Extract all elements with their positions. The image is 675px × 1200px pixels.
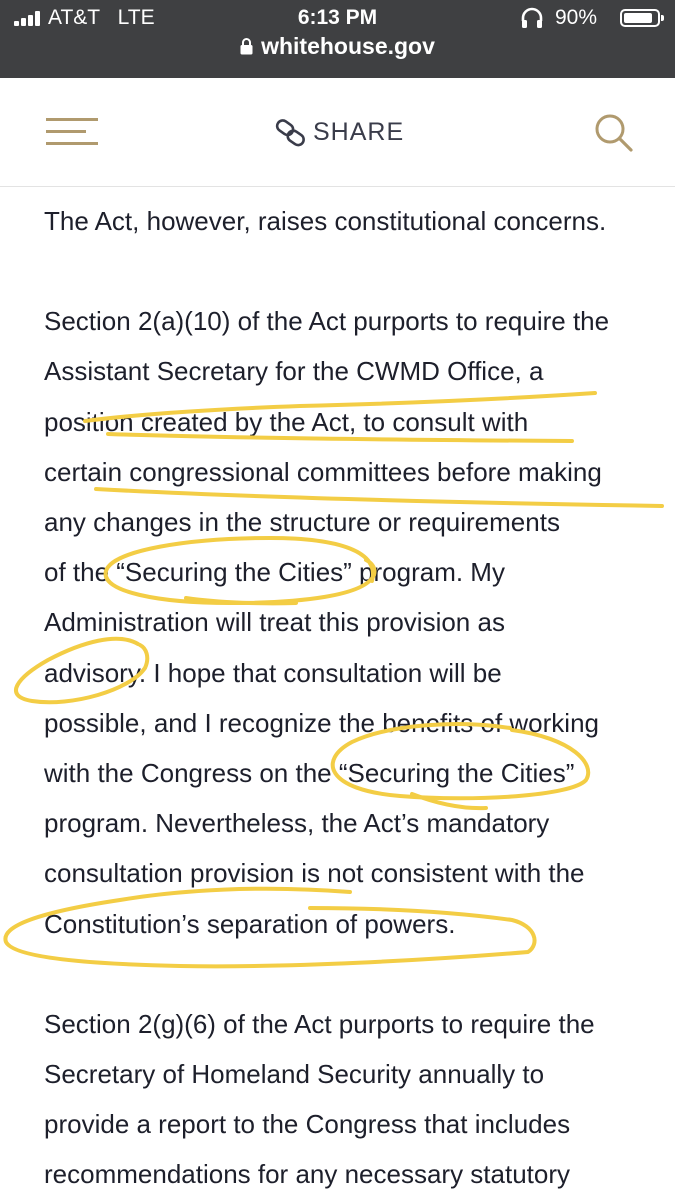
battery-percentage: 90% [555,6,598,29]
text-line: Section 2(g)(6) of the Act purports to require the [44,1008,595,1039]
text-line: with the Congress on the “Securing the Cities” [44,758,575,789]
text-line: Assistant Secretary for the CWMD Office, a [44,356,544,387]
text-line: The Act, however, raises constitutional concerns. [44,206,607,236]
paragraph-section-2g6 [44,999,644,1200]
paragraph-section-2a10 [44,296,644,949]
share-button[interactable] [275,114,404,150]
status-time: 6:13 PM [297,6,378,29]
text-line: recommendations for any necessary statutory [44,1159,571,1190]
battery-level-fill [624,13,652,23]
text-line: certain congressional committees before making [44,456,602,487]
headphones-icon [520,7,544,29]
network-type: LTE [117,6,155,29]
link-icon [275,119,307,147]
paragraph-intro [44,196,644,246]
url-text: whitehouse.gov [261,33,435,59]
carrier-name: AT&T LTE [48,6,155,29]
status-bar [0,0,675,36]
text-line: position created by the Act, to consult with [44,406,529,437]
text-line: Secretary of Homeland Security annually to [44,1059,545,1090]
system-top-bar [0,0,675,78]
menu-button[interactable] [44,114,100,150]
text-line: of the “Securing the Cities” program. My [44,557,505,588]
text-line: advisory. I hope that consultation will be [44,657,502,688]
text-line: consultation provision is not consistent with the [44,858,585,889]
share-label: SHARE [313,118,405,146]
search-icon [593,112,635,154]
address-bar[interactable] [0,33,675,69]
text-line: Section 2(a)(10) of the Act purports to require the [44,306,610,337]
text-line: Administration will treat this provision as [44,607,505,638]
battery-icon [620,9,660,27]
text-line: possible, and I recognize the benefits of working [44,707,600,738]
article-body [44,196,644,1200]
text-line: program. Nevertheless, the Act’s mandatory [44,808,550,839]
site-header [0,78,675,187]
search-button[interactable] [593,112,635,154]
text-line: Constitution’s separation of powers. [44,908,456,939]
lock-icon [240,37,253,55]
text-line: provide a report to the Congress that includes [44,1109,571,1140]
hamburger-menu-icon [44,114,100,150]
text-line: any changes in the structure or requirements [44,507,560,538]
